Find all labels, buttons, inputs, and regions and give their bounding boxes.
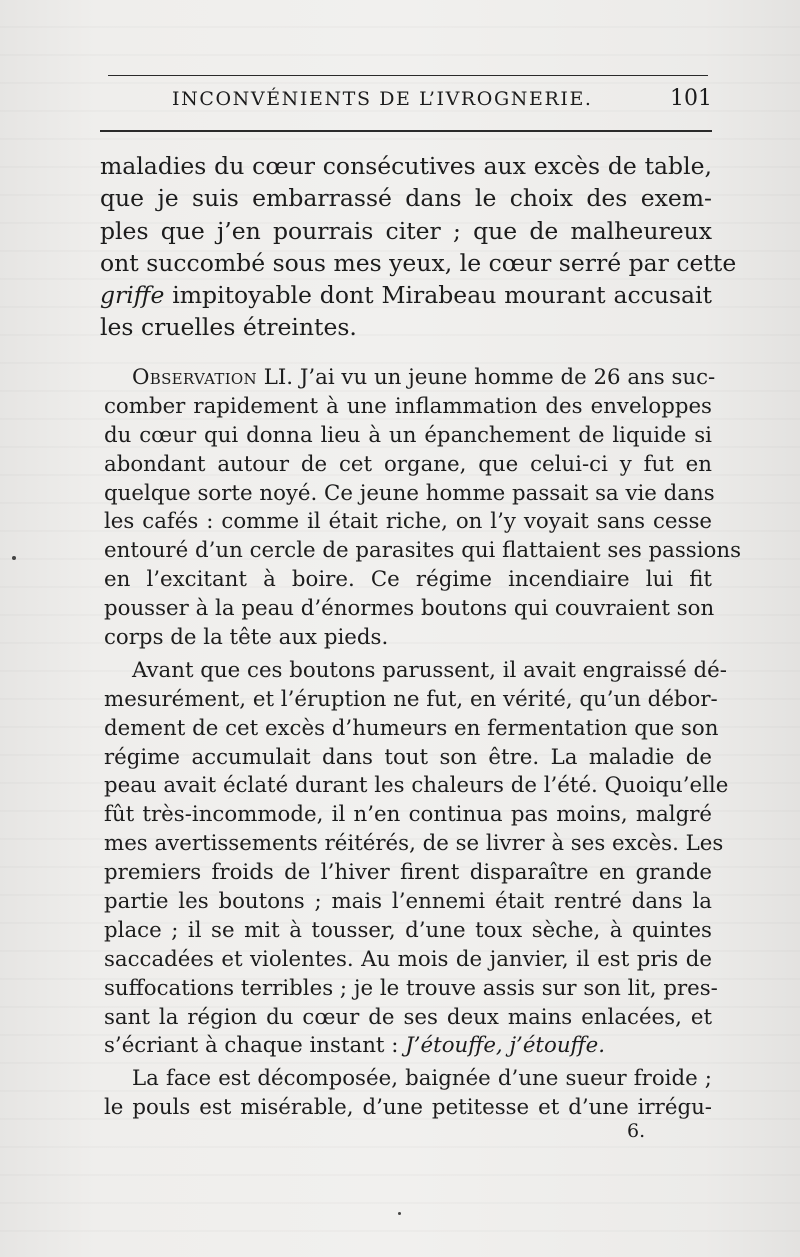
text-line: suffocations terribles ; je le trouve assis sur son lit, pres- xyxy=(104,975,718,1001)
text-line: entouré d’un cercle de parasites qui flattaient ses passions xyxy=(104,538,742,564)
signature-mark: 6. xyxy=(627,1120,646,1142)
text-line: les cruelles étreintes. xyxy=(100,313,357,342)
running-title: INCONVÉNIENTS DE L’IVROGNERIE. xyxy=(172,88,593,110)
running-head xyxy=(108,88,712,118)
text-line: partie les boutons ; mais l’ennemi était rentré dans la xyxy=(104,889,712,915)
text-line: mes avertissements réitérés, de se livrer à ses excès. Les xyxy=(104,831,724,857)
text-line xyxy=(104,1032,712,1061)
text-line: saccadées et violentes. Au mois de janvier, il est pris de xyxy=(104,946,712,972)
italic-word-griffe: griffe xyxy=(100,281,165,310)
observation-first-line-rest: J’ai vu un jeune homme de 26 ans suc- xyxy=(299,365,716,390)
text-line-start: s’écriant à chaque instant : xyxy=(104,1033,399,1059)
text-line-rest: impitoyable dont Mirabeau mourant accusait xyxy=(164,281,712,310)
text-line: le pouls est misérable, d’une petitesse et d’une irrégu- xyxy=(104,1095,712,1121)
text-line: corps de la tête aux pieds. xyxy=(104,625,389,651)
text-line: pousser à la peau d’énormes boutons qui couvraient son xyxy=(104,596,715,622)
text-line: mesurément, et l’éruption ne fut, en vérité, qu’un débor- xyxy=(104,686,718,712)
ink-speck xyxy=(12,556,16,560)
text-line: ples que j’en pourrais citer ; que de malheureux xyxy=(100,216,712,245)
text-line: abondant autour de cet organe, que celui-ci y fut en xyxy=(104,451,712,477)
text-line: ont succombé sous mes yeux, le cœur serré par cette xyxy=(100,248,737,277)
text-line: maladies du cœur consécutives aux excès de table, xyxy=(100,152,712,180)
observation-number: LI. xyxy=(263,365,294,390)
text-line: Avant que ces boutons parussent, il avait engraissé dé- xyxy=(132,657,727,683)
page-number: 101 xyxy=(670,86,712,111)
observation-first-line xyxy=(104,364,716,393)
observation-block xyxy=(104,364,742,1123)
text-line: peau avait éclaté durant les chaleurs de l’été. Quoiqu’elle xyxy=(104,773,729,799)
text-line: en l’excitant à boire. Ce régime incendiaire lui fit xyxy=(104,567,712,593)
text-line: du cœur qui donna lieu à un épanchement de liquide si xyxy=(104,422,712,448)
header-bottom-rule xyxy=(100,130,712,132)
text-line: dement de cet excès d’humeurs en fermentation que son xyxy=(104,715,719,741)
text-line: sant la région du cœur de ses deux mains enlacées, et xyxy=(104,1004,712,1030)
ink-speck xyxy=(398,1212,401,1215)
observation-label: Observation xyxy=(132,365,257,390)
intro-paragraph xyxy=(100,150,737,344)
text-line: premiers froids de l’hiver firent disparaître en grande xyxy=(104,860,712,886)
header-top-rule xyxy=(108,75,708,76)
text-line: La face est décomposée, baignée d’une sueur froide ; xyxy=(132,1066,712,1092)
text-line: quelque sorte noyé. Ce jeune homme passait sa vie dans xyxy=(104,480,715,506)
text-line: les cafés : comme il était riche, on l’y voyait sans cesse xyxy=(104,509,712,535)
text-line: que je suis embarrassé dans le choix des exem- xyxy=(100,184,712,213)
text-line: régime accumulait dans tout son être. La maladie de xyxy=(104,744,712,770)
text-line xyxy=(100,279,712,311)
text-line: comber rapidement à une inflammation des enveloppes xyxy=(104,393,712,419)
exclamation-italic: J’étouffe, j’étouffe. xyxy=(405,1033,605,1059)
text-line: place ; il se mit à tousser, d’une toux sèche, à quintes xyxy=(104,917,712,943)
text-line: fût très-incommode, il n’en continua pas moins, malgré xyxy=(104,802,712,828)
